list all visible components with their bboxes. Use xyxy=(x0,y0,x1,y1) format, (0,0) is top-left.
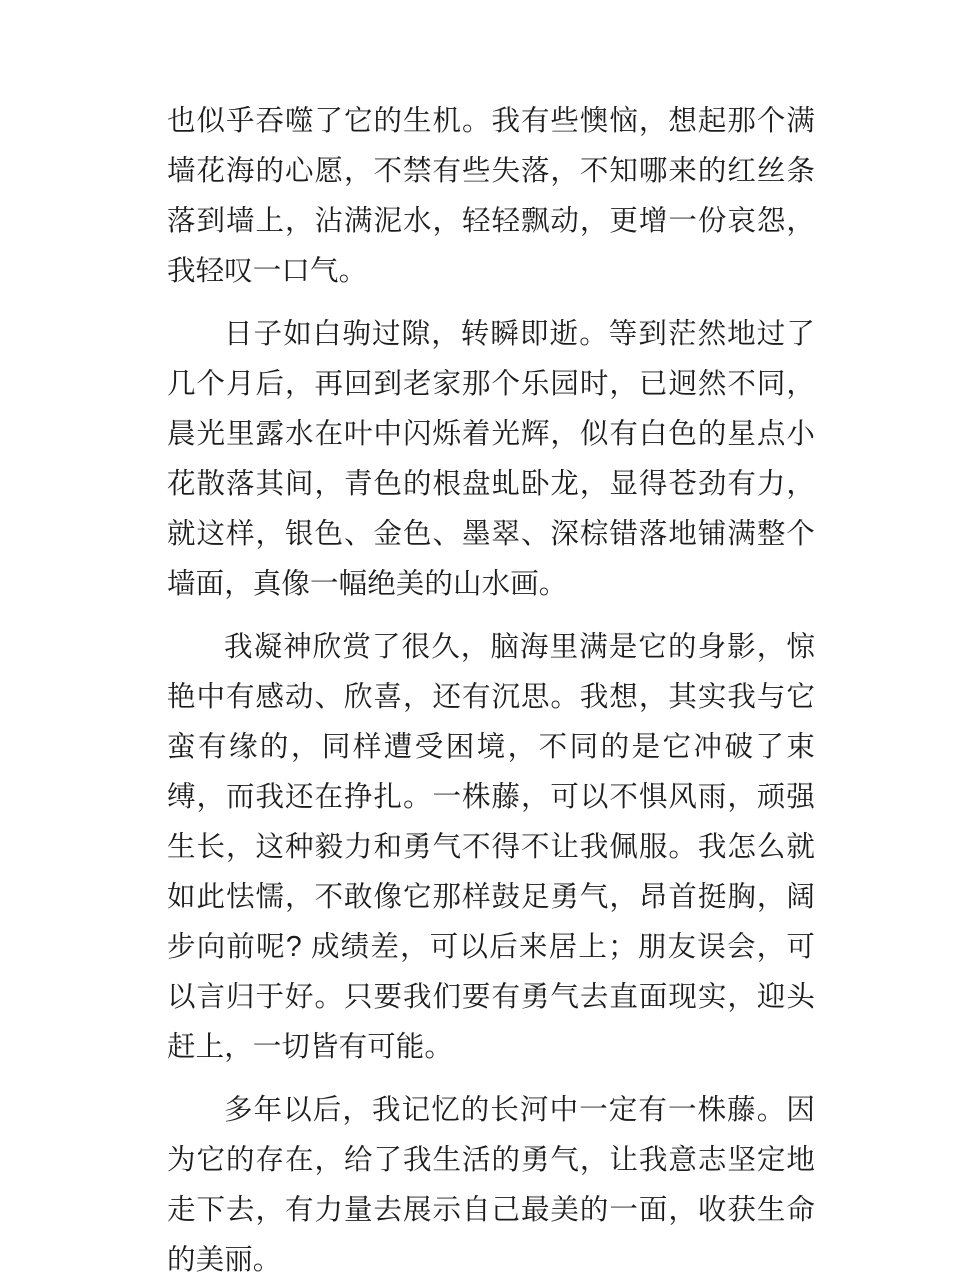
paragraph-2: 日子如白驹过隙，转瞬即逝。等到茫然地过了几个月后，再回到老家那个乐园时，已迥然不同，晨光里露水在叶中闪烁着光辉，似有白色的星点小花散落其间，青色的根盘虬卧龙，显得苍劲有力，就这样，银色、金色、墨翠、深棕错落地铺满整个墙面，真像一幅绝美的山水画。 xyxy=(167,318,815,600)
paragraph-1: 也似乎吞噬了它的生机。我有些懊恼，想起那个满墙花海的心愿，不禁有些失落，不知哪来的红丝条落到墙上，沾满泥水，轻轻飘动，更增一份哀怨，我轻叹一口气。 xyxy=(167,105,815,287)
article-body xyxy=(167,96,815,1285)
paragraph-4: 多年以后，我记忆的长河中一定有一株藤。因为它的存在，给了我生活的勇气，让我意志坚定地走下去，有力量去展示自己最美的一面，收获生命的美丽。 xyxy=(167,1094,815,1276)
paragraph-3: 我凝神欣赏了很久，脑海里满是它的身影，惊艳中有感动、欣喜，还有沉思。我想，其实我与它蛮有缘的，同样遭受困境，不同的是它冲破了束缚，而我还在挣扎。一株藤，可以不惧风雨，顽强生长，这种毅力和勇气不得不让我佩服。我怎么就如此怯懦，不敢像它那样鼓足勇气，昂首挺胸，阔步向前呢? 成绩差，可以后来居上；朋友误会，可以言归于好。只要我们要有勇气去直面现实，迎头赶上，一切皆有可能。 xyxy=(167,631,815,1063)
